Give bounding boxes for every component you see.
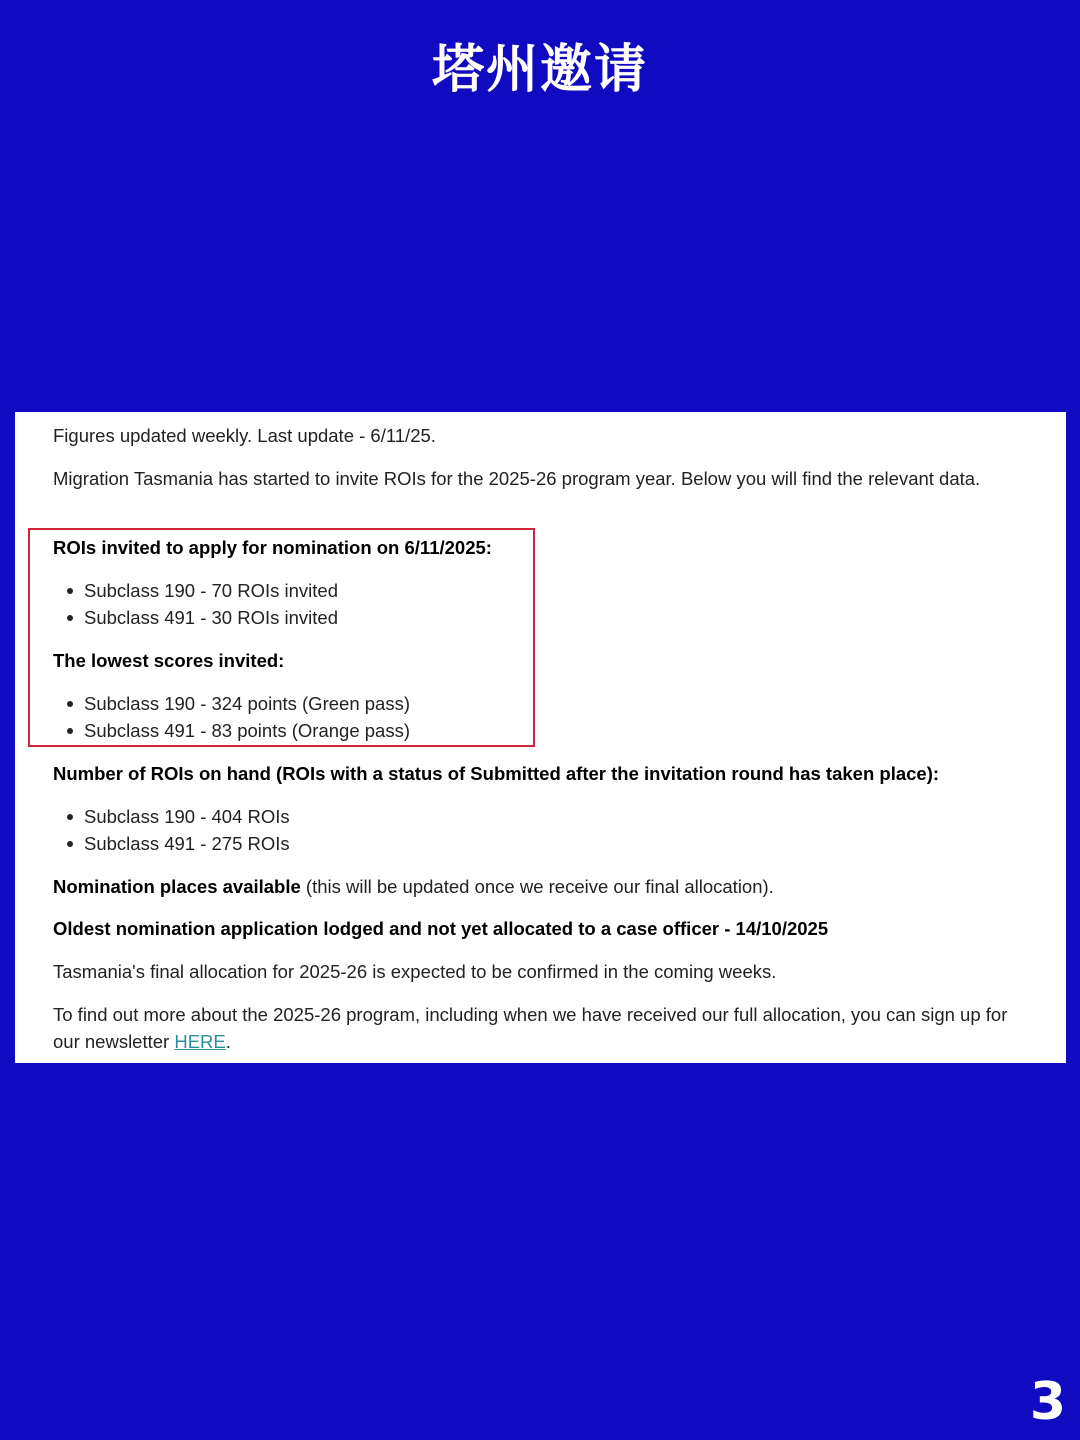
oldest-line: Oldest nomination application lodged and not yet allocated to a case officer - 14/10/2025 xyxy=(53,918,829,939)
page-title: 塔州邀请 xyxy=(431,40,648,100)
page-number: 3 xyxy=(1029,1372,1066,1432)
invited-heading: ROIs invited to apply for nomination on 6/11/2025: xyxy=(53,537,492,558)
list-item xyxy=(53,717,410,744)
list-item-text: Subclass 491 - 275 ROIs xyxy=(84,833,290,854)
newsletter-link[interactable]: HERE xyxy=(174,1031,226,1052)
list-item-text: Subclass 190 - 404 ROIs xyxy=(84,806,290,827)
newsletter-paragraph xyxy=(53,1001,1013,1055)
bullet-icon xyxy=(67,841,73,847)
places-paragraph xyxy=(53,873,774,900)
bullet-icon xyxy=(67,814,73,820)
onhand-list xyxy=(53,803,290,857)
list-item xyxy=(53,690,410,717)
list-item-text: Subclass 491 - 83 points (Orange pass) xyxy=(84,720,410,741)
list-item-text: Subclass 190 - 324 points (Green pass) xyxy=(84,693,410,714)
content-card xyxy=(15,412,1066,1063)
bullet-icon xyxy=(67,588,73,594)
list-item xyxy=(53,830,290,857)
list-item xyxy=(53,803,290,830)
lowest-list xyxy=(53,690,410,744)
list-item-text: Subclass 491 - 30 ROIs invited xyxy=(84,607,338,628)
lowest-heading: The lowest scores invited: xyxy=(53,650,285,671)
bullet-icon xyxy=(67,728,73,734)
invited-list xyxy=(53,577,338,631)
places-bold: Nomination places available xyxy=(53,876,301,897)
bullet-icon xyxy=(67,615,73,621)
list-item xyxy=(53,604,338,631)
list-item xyxy=(53,577,338,604)
places-rest: (this will be updated once we receive our final allocation). xyxy=(300,876,774,897)
intro-paragraph: Migration Tasmania has started to invite ROIs for the 2025-26 program year. Below you will find the relevant data. xyxy=(53,468,981,489)
newsletter-text: To find out more about the 2025-26 program, including when we have received our full allocation, you can sign up for our newsletter xyxy=(53,1004,1008,1052)
update-line: Figures updated weekly. Last update - 6/11/25. xyxy=(53,425,436,446)
list-item-text: Subclass 190 - 70 ROIs invited xyxy=(84,580,338,601)
bullet-icon xyxy=(67,701,73,707)
final-allocation-paragraph: Tasmania's final allocation for 2025-26 is expected to be confirmed in the coming weeks. xyxy=(53,961,777,982)
newsletter-end: . xyxy=(225,1031,231,1052)
onhand-heading: Number of ROIs on hand (ROIs with a status of Submitted after the invitation round has taken place): xyxy=(53,763,940,784)
